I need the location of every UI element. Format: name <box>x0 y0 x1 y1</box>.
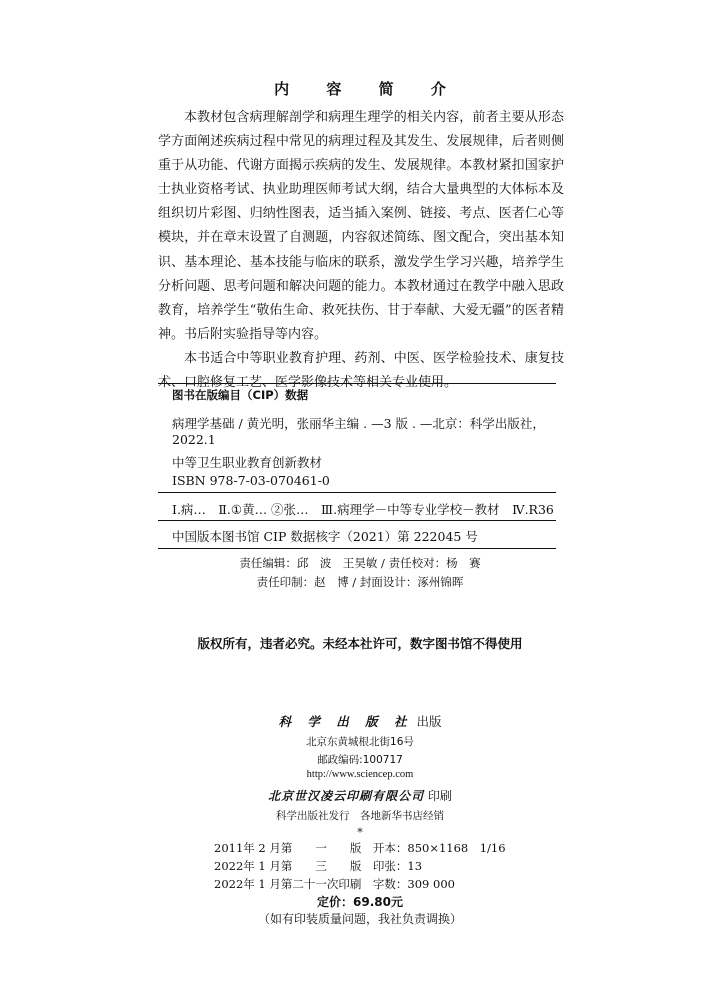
printer-name: 北京世汉凌云印刷有限公司 <box>268 789 425 803</box>
price: 定价：69.80元 <box>317 895 403 909</box>
quality-note: （如有印装质量问题，我社负责调换） <box>257 912 462 926</box>
edition-line: 2022年 1 月第二十一次印刷 字数：309 000 <box>214 877 455 891</box>
publisher-address: 北京东黄城根北街16号 <box>306 736 414 748</box>
publisher-suffix: 出版 <box>416 714 442 729</box>
publisher-name: 科 学 出 版 社 <box>278 714 413 729</box>
cip-date-line: 2022.1 <box>172 432 216 447</box>
page-title: 内 容 简 介 <box>274 80 462 98</box>
rights-notice: 版权所有，违者必究。未经本社许可，数字图书馆不得使用 <box>197 636 523 651</box>
cip-record-line: 中国版本图书馆 CIP 数据核字（2021）第 222045 号 <box>172 529 478 544</box>
editor-credits: 责任编辑：邱 波 王昊敏 / 责任校对：杨 赛 <box>239 556 481 570</box>
edition-line: 2022年 1 月第 三 版 印张：13 <box>214 859 423 873</box>
distribution-line: 科学出版社发行 各地新华书店经销 <box>276 810 444 822</box>
cip-divider <box>158 492 556 493</box>
edition-line: 2011年 2 月第 一 版 开本：850×1168 1/16 <box>214 841 506 855</box>
cip-title-line: 病理学基础 / 黄光明，张丽华主编 . —3 版 . —北京：科学出版社， <box>172 416 545 431</box>
publisher-zip: 邮政编码:100717 <box>317 754 403 766</box>
cip-isbn-line: ISBN 978-7-03-070461-0 <box>172 473 330 488</box>
summary-section <box>158 106 564 395</box>
cip-classification-line: Ⅰ.病… Ⅱ.①黄… ②张… Ⅲ.病理学－中等专业学校－教材 Ⅳ.R36 <box>172 502 554 517</box>
cip-heading: 图书在版编目（CIP）数据 <box>172 388 309 402</box>
publisher-url: http://www.sciencep.com <box>306 769 414 780</box>
production-credits: 责任印制：赵 博 / 封面设计：涿州锦晖 <box>256 575 464 589</box>
summary-paragraph: 本教材包含病理解剖学和病理生理学的相关内容，前者主要从形态学方面阐述疾病过程中常见的病理过程及其发生、发展规律，后者则侧重于从功能、代谢方面揭示疾病的发生、发展规律。本教材紧扣国家护士执业资格考试、执业助理医师考试大纲，结合大量典型的大体标本及组织切片彩图、归纳性图表，适当插入案例、链接、考点、医者仁心等模块，并在章末设置了自测题，内容叙述简练、图文配合，突出基本知识、基本理论、基本技能与临床的联系，激发学生学习兴趣，培养学生分析问题、思考问题和解决问题的能力。本教材通过在教学中融入思政教育，培养学生“敬佑生命、救死扶伤、甘于奉献、大爱无疆”的医者精神。书后附实验指导等内容。 <box>158 110 564 342</box>
cip-series-line: 中等卫生职业教育创新教材 <box>172 455 323 470</box>
cip-divider <box>158 520 556 521</box>
printer-line <box>0 787 720 804</box>
printer-suffix: 印刷 <box>427 789 452 803</box>
cip-top-divider <box>158 383 556 384</box>
separator-star: * <box>357 826 363 839</box>
audience-paragraph: 本书适合中等职业教育护理、药剂、中医、医学检验技术、康复技术、口腔修复工艺、医学影像技术等相关专业使用。 <box>158 350 564 391</box>
publisher-line <box>0 712 720 730</box>
cip-bottom-divider <box>158 548 556 549</box>
